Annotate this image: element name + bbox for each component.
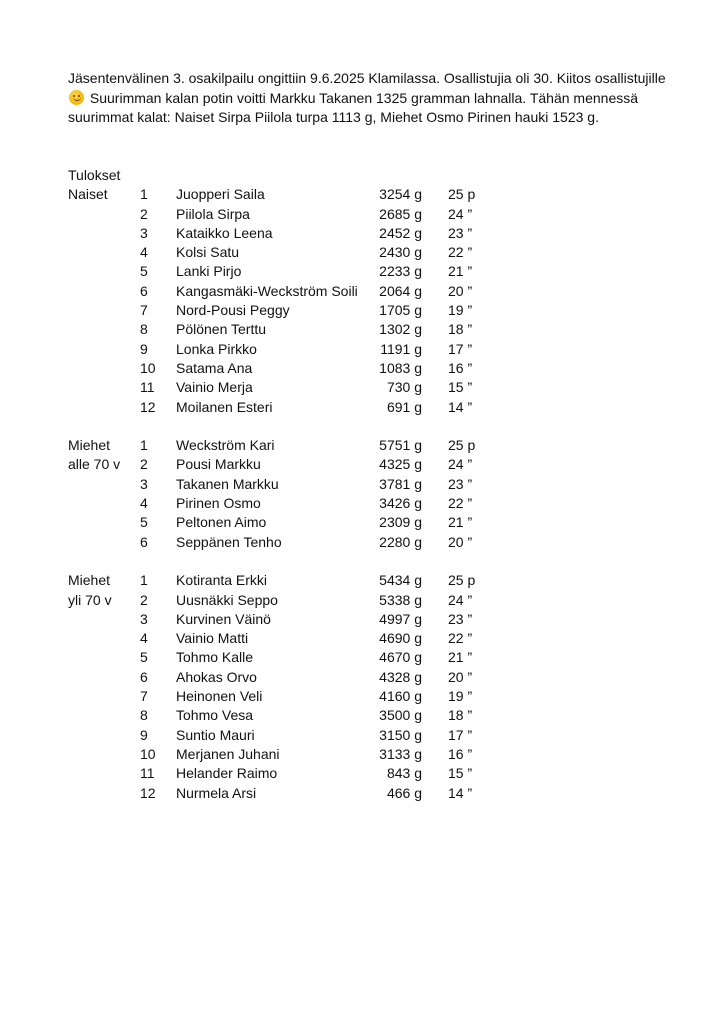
- group-label: Miehet: [68, 437, 111, 454]
- result-points: 20 ”: [448, 668, 473, 685]
- result-rank: 2: [140, 591, 148, 608]
- result-name: Piilola Sirpa: [176, 205, 250, 222]
- result-rank: 7: [140, 688, 148, 705]
- result-weight: 2309 g: [379, 514, 422, 531]
- result-rank: 12: [140, 398, 156, 415]
- result-rank: 8: [140, 707, 148, 724]
- result-rank: 4: [140, 495, 148, 512]
- result-points: 16 ”: [448, 359, 473, 376]
- result-weight: 4997 g: [379, 610, 422, 627]
- result-weight: 3150 g: [379, 726, 422, 743]
- result-row: [68, 359, 668, 378]
- result-row: [68, 591, 668, 610]
- result-weight: 3133 g: [379, 745, 422, 762]
- result-row: [68, 243, 668, 262]
- result-points: 19 ”: [448, 302, 473, 319]
- result-name: Seppänen Tenho: [176, 533, 282, 550]
- result-rank: 7: [140, 302, 148, 319]
- result-weight: 3781 g: [379, 475, 422, 492]
- result-name: Tohmo Kalle: [176, 649, 254, 666]
- result-rank: 2: [140, 205, 148, 222]
- result-rank: 6: [140, 282, 148, 299]
- result-name: Pölönen Terttu: [176, 321, 267, 338]
- result-name: Lanki Pirjo: [176, 263, 242, 280]
- result-row: [68, 706, 668, 725]
- result-weight: 5751 g: [379, 437, 422, 454]
- result-name: Pousi Markku: [176, 456, 261, 473]
- result-points: 16 ”: [448, 745, 473, 762]
- result-rank: 4: [140, 244, 148, 261]
- result-row: [68, 533, 668, 552]
- result-rank: 9: [140, 340, 148, 357]
- smiling-face-icon: [69, 90, 84, 105]
- result-name: Takanen Markku: [176, 475, 279, 492]
- result-weight: 3426 g: [379, 495, 422, 512]
- intro-text-start: Jäsentenvälinen 3. osakilpailu ongittiin 9.6.2025 Klamilassa. Osallistujia oli 30. Kiitos osallistujille: [68, 70, 666, 86]
- result-name: Heinonen Veli: [176, 688, 263, 705]
- result-row: [68, 571, 668, 590]
- result-points: 20 ”: [448, 282, 473, 299]
- result-weight: 4690 g: [379, 630, 422, 647]
- result-name: Kurvinen Väinö: [176, 610, 271, 627]
- result-rank: 1: [140, 186, 148, 203]
- result-points: 23 ”: [448, 475, 473, 492]
- result-row: [68, 494, 668, 513]
- result-name: Tohmo Vesa: [176, 707, 254, 724]
- result-weight: 3254 g: [379, 186, 422, 203]
- result-row: [68, 282, 668, 301]
- result-name: Juopperi Saila: [176, 186, 265, 203]
- result-rank: 5: [140, 649, 148, 666]
- result-points: 15 ”: [448, 765, 473, 782]
- group-label: Miehet: [68, 572, 111, 589]
- result-row: [68, 436, 668, 455]
- result-row: [68, 475, 668, 494]
- result-weight: 4328 g: [379, 668, 422, 685]
- result-points: 14 ”: [448, 784, 473, 801]
- result-weight: 3500 g: [379, 707, 422, 724]
- group-label: Naiset: [68, 186, 108, 203]
- result-name: Kotiranta Erkki: [176, 572, 268, 589]
- result-points: 24 ”: [448, 591, 473, 608]
- result-weight: 1191 g: [380, 340, 422, 357]
- result-points: 25 p: [448, 186, 476, 203]
- result-points: 15 ”: [448, 379, 473, 396]
- result-name: Kolsi Satu: [176, 244, 240, 261]
- result-points: 25 p: [448, 437, 476, 454]
- result-points: 19 ”: [448, 688, 473, 705]
- result-points: 18 ”: [448, 321, 473, 338]
- result-row: [68, 262, 668, 281]
- result-name: Lonka Pirkko: [176, 340, 257, 357]
- result-row: [68, 610, 668, 629]
- result-rank: 10: [140, 359, 156, 376]
- result-points: 22 ”: [448, 244, 473, 261]
- result-points: 17 ”: [448, 726, 473, 743]
- results-group: [68, 571, 668, 803]
- result-weight: 2430 g: [379, 244, 422, 261]
- results-title: Tulokset: [68, 167, 121, 183]
- result-row: [68, 205, 668, 224]
- result-rank: 11: [140, 765, 155, 782]
- intro-paragraph: [68, 69, 668, 128]
- result-rank: 6: [140, 668, 148, 685]
- results-section: [68, 166, 668, 822]
- result-name: Moilanen Esteri: [176, 398, 273, 415]
- result-weight: 466 g: [386, 784, 422, 801]
- results-group: [68, 185, 668, 417]
- result-weight: 1705 g: [379, 302, 422, 319]
- result-name: Ahokas Orvo: [176, 668, 257, 685]
- result-weight: 2064 g: [379, 282, 422, 299]
- result-row: [68, 726, 668, 745]
- intro-text-end: Suurimman kalan potin voitti Markku Takanen 1325 gramman lahnalla. Tähän mennessä suurimmat kalat: Naiset Sirpa Piilola turpa 1113 g, Miehet Osmo Pirinen hauki 1523 g.: [68, 89, 639, 125]
- result-points: 23 ”: [448, 610, 473, 627]
- result-points: 21 ”: [448, 263, 473, 280]
- result-row: [68, 513, 668, 532]
- result-points: 14 ”: [448, 398, 473, 415]
- result-name: Nurmela Arsi: [176, 784, 257, 801]
- result-row: [68, 301, 668, 320]
- result-row: [68, 224, 668, 243]
- result-name: Peltonen Aimo: [176, 514, 267, 531]
- result-name: Uusnäkki Seppo: [176, 591, 278, 608]
- result-rank: 3: [140, 610, 148, 627]
- result-points: 21 ”: [448, 514, 473, 531]
- result-row: [68, 784, 668, 803]
- result-rank: 6: [140, 533, 148, 550]
- result-points: 21 ”: [448, 649, 473, 666]
- result-rank: 8: [140, 321, 148, 338]
- result-rank: 12: [140, 784, 156, 801]
- result-rank: 3: [140, 224, 148, 241]
- result-name: Kataikko Leena: [176, 224, 273, 241]
- result-weight: 5434 g: [379, 572, 422, 589]
- result-name: Kangasmäki-Weckström Soili: [176, 282, 358, 299]
- result-weight: 730 g: [386, 379, 422, 396]
- result-name: Nord-Pousi Peggy: [176, 302, 290, 319]
- result-rank: 10: [140, 745, 156, 762]
- result-points: 22 ”: [448, 630, 473, 647]
- result-rank: 11: [140, 379, 155, 396]
- result-row: [68, 668, 668, 687]
- group-label: yli 70 v: [68, 591, 112, 608]
- result-weight: 1302 g: [379, 321, 422, 338]
- result-name: Satama Ana: [176, 359, 253, 376]
- result-name: Suntio Mauri: [176, 726, 255, 743]
- result-name: Pirinen Osmo: [176, 495, 261, 512]
- result-row: [68, 764, 668, 783]
- result-row: [68, 455, 668, 474]
- result-row: [68, 629, 668, 648]
- result-rank: 5: [140, 514, 148, 531]
- result-points: 25 p: [448, 572, 476, 589]
- result-points: 17 ”: [448, 340, 473, 357]
- result-weight: 4160 g: [379, 688, 422, 705]
- result-rank: 2: [140, 456, 148, 473]
- result-name: Merjanen Juhani: [176, 745, 280, 762]
- result-row: [68, 398, 668, 417]
- result-rank: 9: [140, 726, 148, 743]
- group-label: alle 70 v: [68, 456, 121, 473]
- result-row: [68, 340, 668, 359]
- result-row: [68, 745, 668, 764]
- result-points: 24 ”: [448, 205, 473, 222]
- result-name: Vainio Merja: [176, 379, 253, 396]
- result-weight: 691 g: [386, 398, 422, 415]
- result-name: Vainio Matti: [176, 630, 249, 647]
- result-row: [68, 687, 668, 706]
- result-weight: 4325 g: [379, 456, 422, 473]
- result-weight: 2233 g: [379, 263, 422, 280]
- result-weight: 5338 g: [379, 591, 422, 608]
- result-weight: 2685 g: [379, 205, 422, 222]
- result-weight: 1083 g: [379, 359, 422, 376]
- result-weight: 4670 g: [379, 649, 422, 666]
- result-name: Helander Raimo: [176, 765, 278, 782]
- result-rank: 3: [140, 475, 148, 492]
- result-name: Weckström Kari: [176, 437, 275, 454]
- result-row: [68, 320, 668, 339]
- result-row: [68, 648, 668, 667]
- result-points: 18 ”: [448, 707, 473, 724]
- result-points: 23 ”: [448, 224, 473, 241]
- result-rank: 1: [140, 437, 148, 454]
- result-rank: 4: [140, 630, 148, 647]
- result-points: 24 ”: [448, 456, 473, 473]
- result-points: 22 ”: [448, 495, 473, 512]
- result-weight: 2452 g: [379, 224, 422, 241]
- result-rank: 1: [140, 572, 148, 589]
- result-rank: 5: [140, 263, 148, 280]
- results-group: [68, 436, 668, 552]
- result-row: [68, 185, 668, 204]
- result-weight: 843 g: [386, 765, 422, 782]
- result-row: [68, 378, 668, 397]
- result-weight: 2280 g: [379, 533, 422, 550]
- result-points: 20 ”: [448, 533, 473, 550]
